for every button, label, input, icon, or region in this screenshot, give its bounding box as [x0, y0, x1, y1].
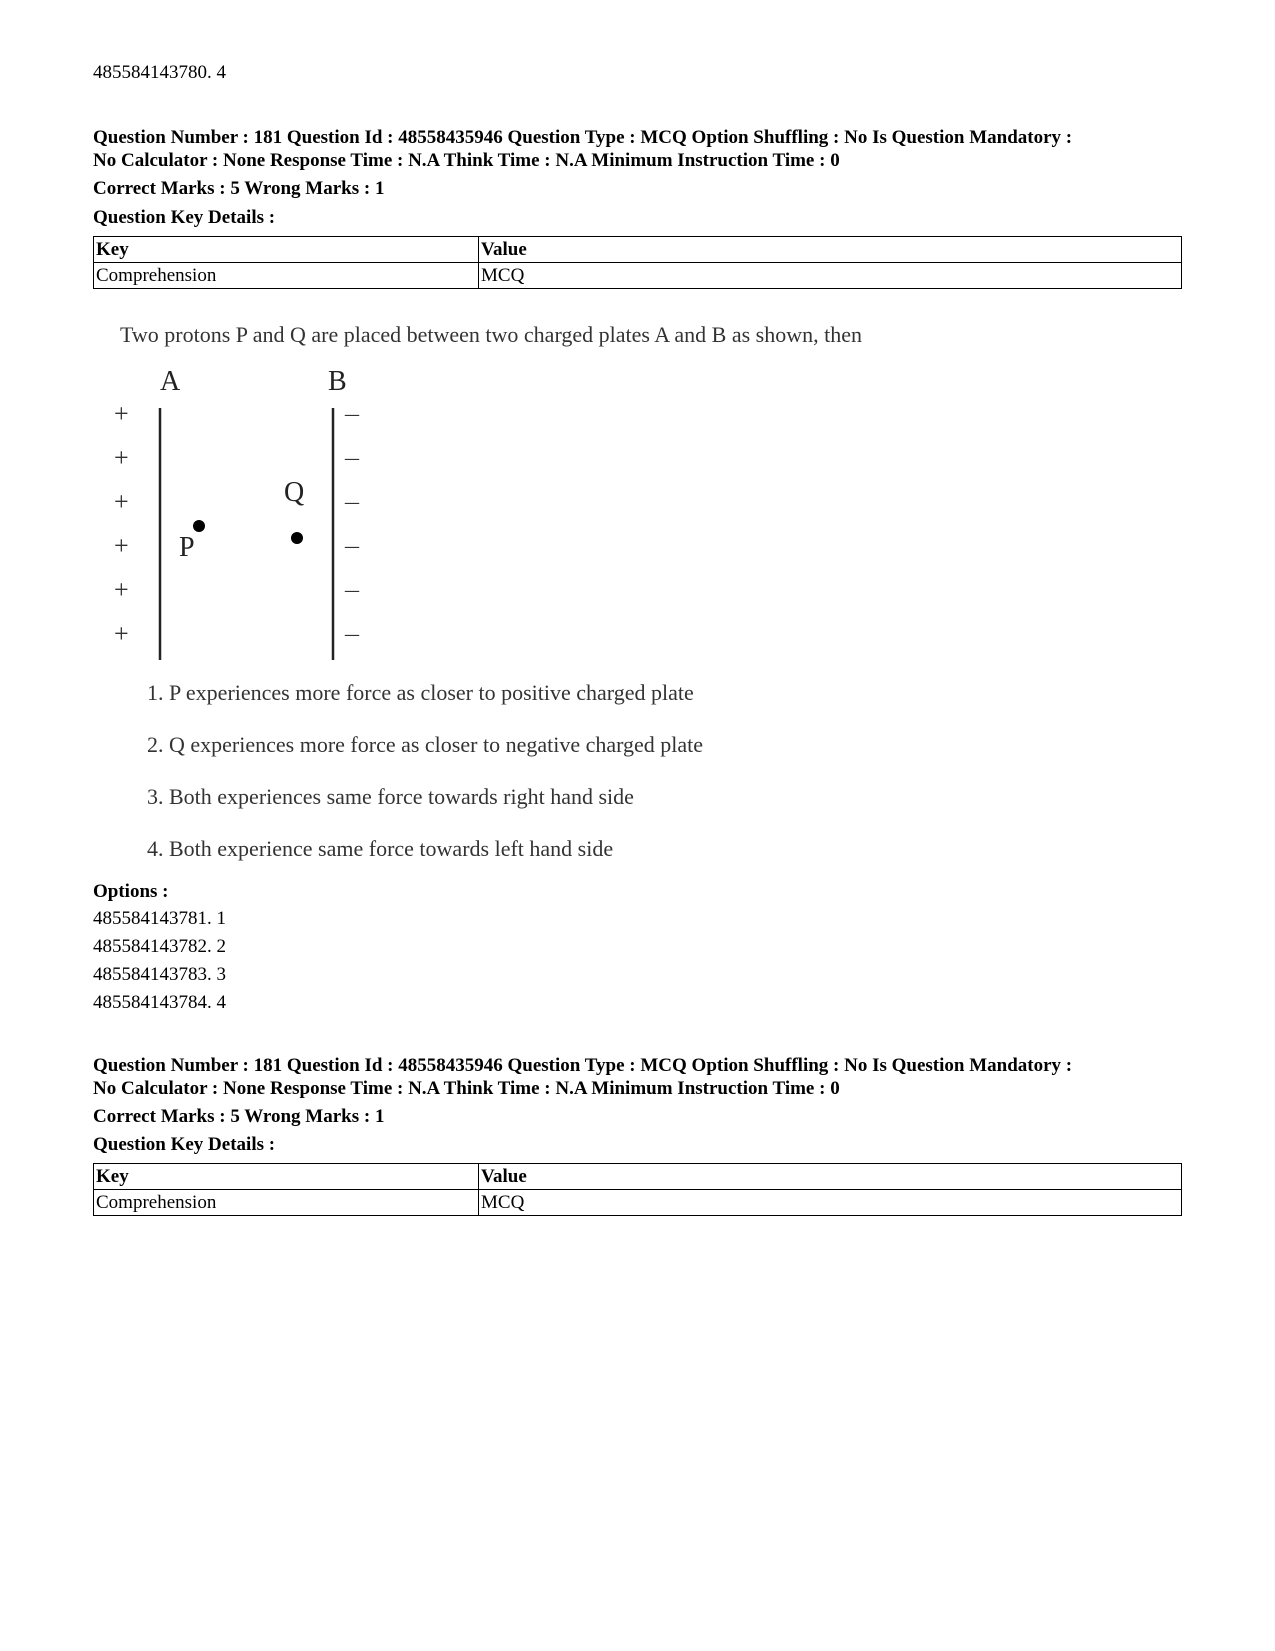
key-details-label: Question Key Details :: [93, 1134, 276, 1155]
plate-b-label: B: [328, 366, 347, 397]
question-meta-line-1: Question Number : 181 Question Id : 48558435946 Question Type : MCQ Option Shuffling : No Is Question Mandatory :: [93, 1055, 1073, 1076]
marks-line: Correct Marks : 5 Wrong Marks : 1: [93, 1106, 385, 1127]
table-row: [94, 263, 1182, 289]
minus-sign-1: —: [344, 405, 360, 424]
options-label: Options :: [93, 881, 169, 902]
key-details-label: Question Key Details :: [93, 207, 276, 228]
table-header-key: Key: [94, 237, 479, 263]
choice-1: 1. P experiences more force as closer to positive charged plate: [147, 680, 694, 705]
table-header-row: [94, 1164, 1182, 1190]
plus-sign-1: +: [114, 399, 129, 428]
question-meta-line-2: No Calculator : None Response Time : N.A Think Time : N.A Minimum Instruction Time : 0: [93, 150, 840, 171]
table-header-value: Value: [479, 1164, 1182, 1190]
minus-sign-3: —: [344, 493, 360, 512]
choice-3: 3. Both experiences same force towards right hand side: [147, 784, 634, 809]
table-header-value: Value: [479, 237, 1182, 263]
table-cell-key: Comprehension: [94, 1190, 479, 1216]
plus-sign-6: +: [114, 619, 129, 648]
key-details-table: [93, 236, 1182, 289]
plus-sign-2: +: [114, 443, 129, 472]
plus-sign-3: +: [114, 487, 129, 516]
table-row: [94, 1190, 1182, 1216]
plus-sign-5: +: [114, 575, 129, 604]
proton-p-label: P: [179, 532, 195, 563]
proton-q-label: Q: [284, 477, 305, 508]
previous-option-line: 485584143780. 4: [93, 62, 226, 83]
charged-plates-diagram: [100, 360, 380, 670]
question-meta-line-1: Question Number : 181 Question Id : 48558435946 Question Type : MCQ Option Shuffling : No Is Question Mandatory :: [93, 127, 1073, 148]
table-cell-value: MCQ: [479, 263, 1182, 289]
question-stem: Two protons P and Q are placed between two charged plates A and B as shown, then: [120, 322, 863, 347]
key-details-table: [93, 1163, 1182, 1216]
choice-2: 2. Q experiences more force as closer to negative charged plate: [147, 732, 704, 757]
table-header-key: Key: [94, 1164, 479, 1190]
option-item-3: 485584143783. 3: [93, 964, 226, 985]
minus-sign-4: —: [344, 537, 360, 556]
minus-sign-5: —: [344, 581, 360, 600]
option-item-2: 485584143782. 2: [93, 936, 226, 957]
plus-sign-4: +: [114, 531, 129, 560]
plate-a-label: A: [160, 366, 181, 397]
option-item-1: 485584143781. 1: [93, 908, 226, 929]
option-item-4: 485584143784. 4: [93, 992, 226, 1013]
minus-sign-2: —: [344, 449, 360, 468]
minus-sign-6: —: [344, 625, 360, 644]
proton-q-dot: [291, 532, 303, 544]
choice-4: 4. Both experience same force towards left hand side: [147, 836, 614, 861]
table-cell-value: MCQ: [479, 1190, 1182, 1216]
proton-p-dot: [193, 520, 205, 532]
question-meta-line-2: No Calculator : None Response Time : N.A Think Time : N.A Minimum Instruction Time : 0: [93, 1078, 840, 1099]
marks-line: Correct Marks : 5 Wrong Marks : 1: [93, 178, 385, 199]
table-cell-key: Comprehension: [94, 263, 479, 289]
table-header-row: [94, 237, 1182, 263]
